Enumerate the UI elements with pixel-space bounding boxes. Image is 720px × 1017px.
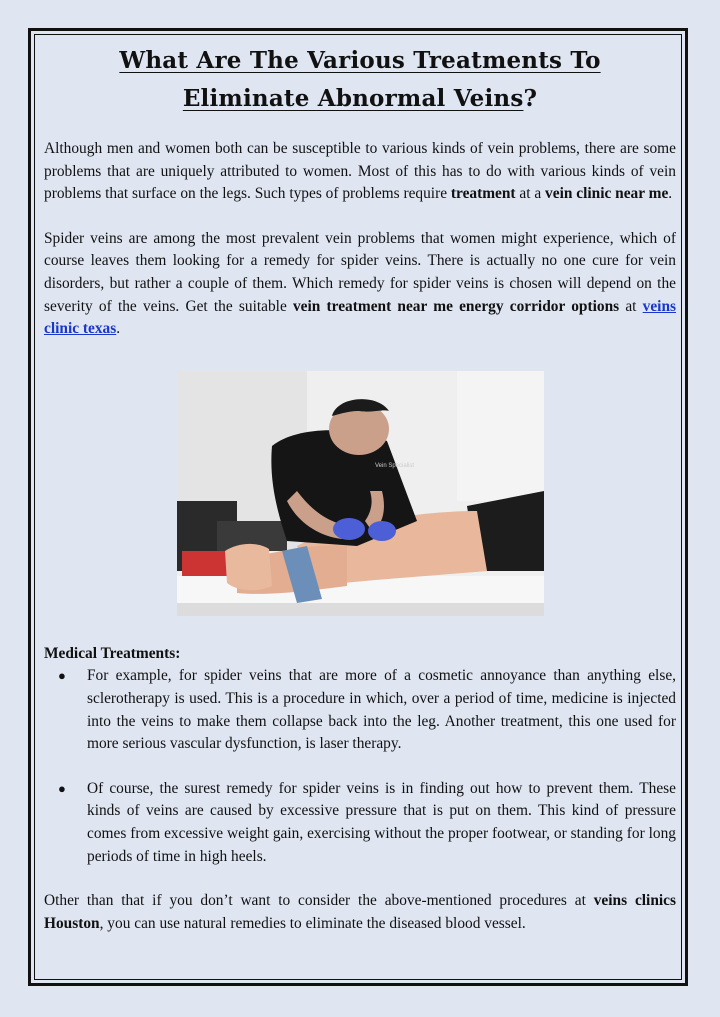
bullet-icon: ● xyxy=(58,668,66,684)
list-item-text: For example, for spider veins that are more of a cosmetic annoyance than anything else, sclerotherapy is used. This is a procedure in which, over a period of time, medicine is injected into the veins to make them collapse back into the leg. Another treatment, this one used for more serious vascular dysfunction, is laser therapy. xyxy=(87,667,676,753)
closing-end: , you can use natural remedies to eliminate the diseased blood vessel. xyxy=(99,914,526,932)
spider-end: . xyxy=(116,320,121,338)
spider-at: at xyxy=(619,297,643,315)
intro-text: Although men and women both can be susceptible to various kinds of vein problems, there are some problems that are uniquely attributed to women. Most of this has to do with various kinds of vein problems that surface on the legs. Such types of problems require xyxy=(44,140,676,203)
list-item xyxy=(44,665,676,755)
spider-text: Spider veins are among the most prevalent vein problems that women might experience, which of course leaves them looking for a remedy for spider veins. There is actually no one cure for vein disorders, but rather a couple of them. Which remedy for spider veins is chosen will depend on the severity of the veins. Get the suitable xyxy=(44,229,676,315)
intro-end: . xyxy=(668,185,673,203)
title-question-mark: ? xyxy=(523,85,538,112)
photo-illustration xyxy=(177,371,544,616)
closing-bold: veins clinics Houston xyxy=(44,892,676,932)
spider-bold: vein treatment near me energy corridor options xyxy=(292,297,620,315)
vein-treatment-photo xyxy=(177,371,544,616)
document-content xyxy=(44,42,676,935)
closing-paragraph xyxy=(44,890,676,935)
intro-paragraph xyxy=(44,138,676,206)
list-item-text: Of course, the surest remedy for spider veins is in finding out how to prevent them. These kinds of veins are caused by excessive pressure that is put on them. This kind of pressure comes from excessive weight gain, exercising without the proper footwear, or standing for long periods of time in high heels. xyxy=(87,779,676,865)
intro-bold-clinic: vein clinic near me xyxy=(545,185,669,203)
spider-veins-paragraph xyxy=(44,228,676,341)
medical-treatments-list xyxy=(44,665,676,868)
bullet-icon: ● xyxy=(58,780,66,796)
intro-mid: at a xyxy=(515,185,546,203)
title-line1: What Are The Various Treatments To xyxy=(119,47,601,74)
page-title xyxy=(44,42,676,118)
closing-text: Other than that if you don’t want to consider the above-mentioned procedures at xyxy=(44,892,594,910)
intro-bold-treatment: treatment xyxy=(450,185,516,203)
shirt-logo-text: Vein Specialist xyxy=(374,462,414,469)
title-line2: Eliminate Abnormal Veins xyxy=(182,85,524,112)
veins-clinic-texas-link[interactable]: veins clinic texas xyxy=(44,297,676,338)
list-item xyxy=(44,778,676,868)
medical-treatments-heading: Medical Treatments: xyxy=(44,644,181,662)
